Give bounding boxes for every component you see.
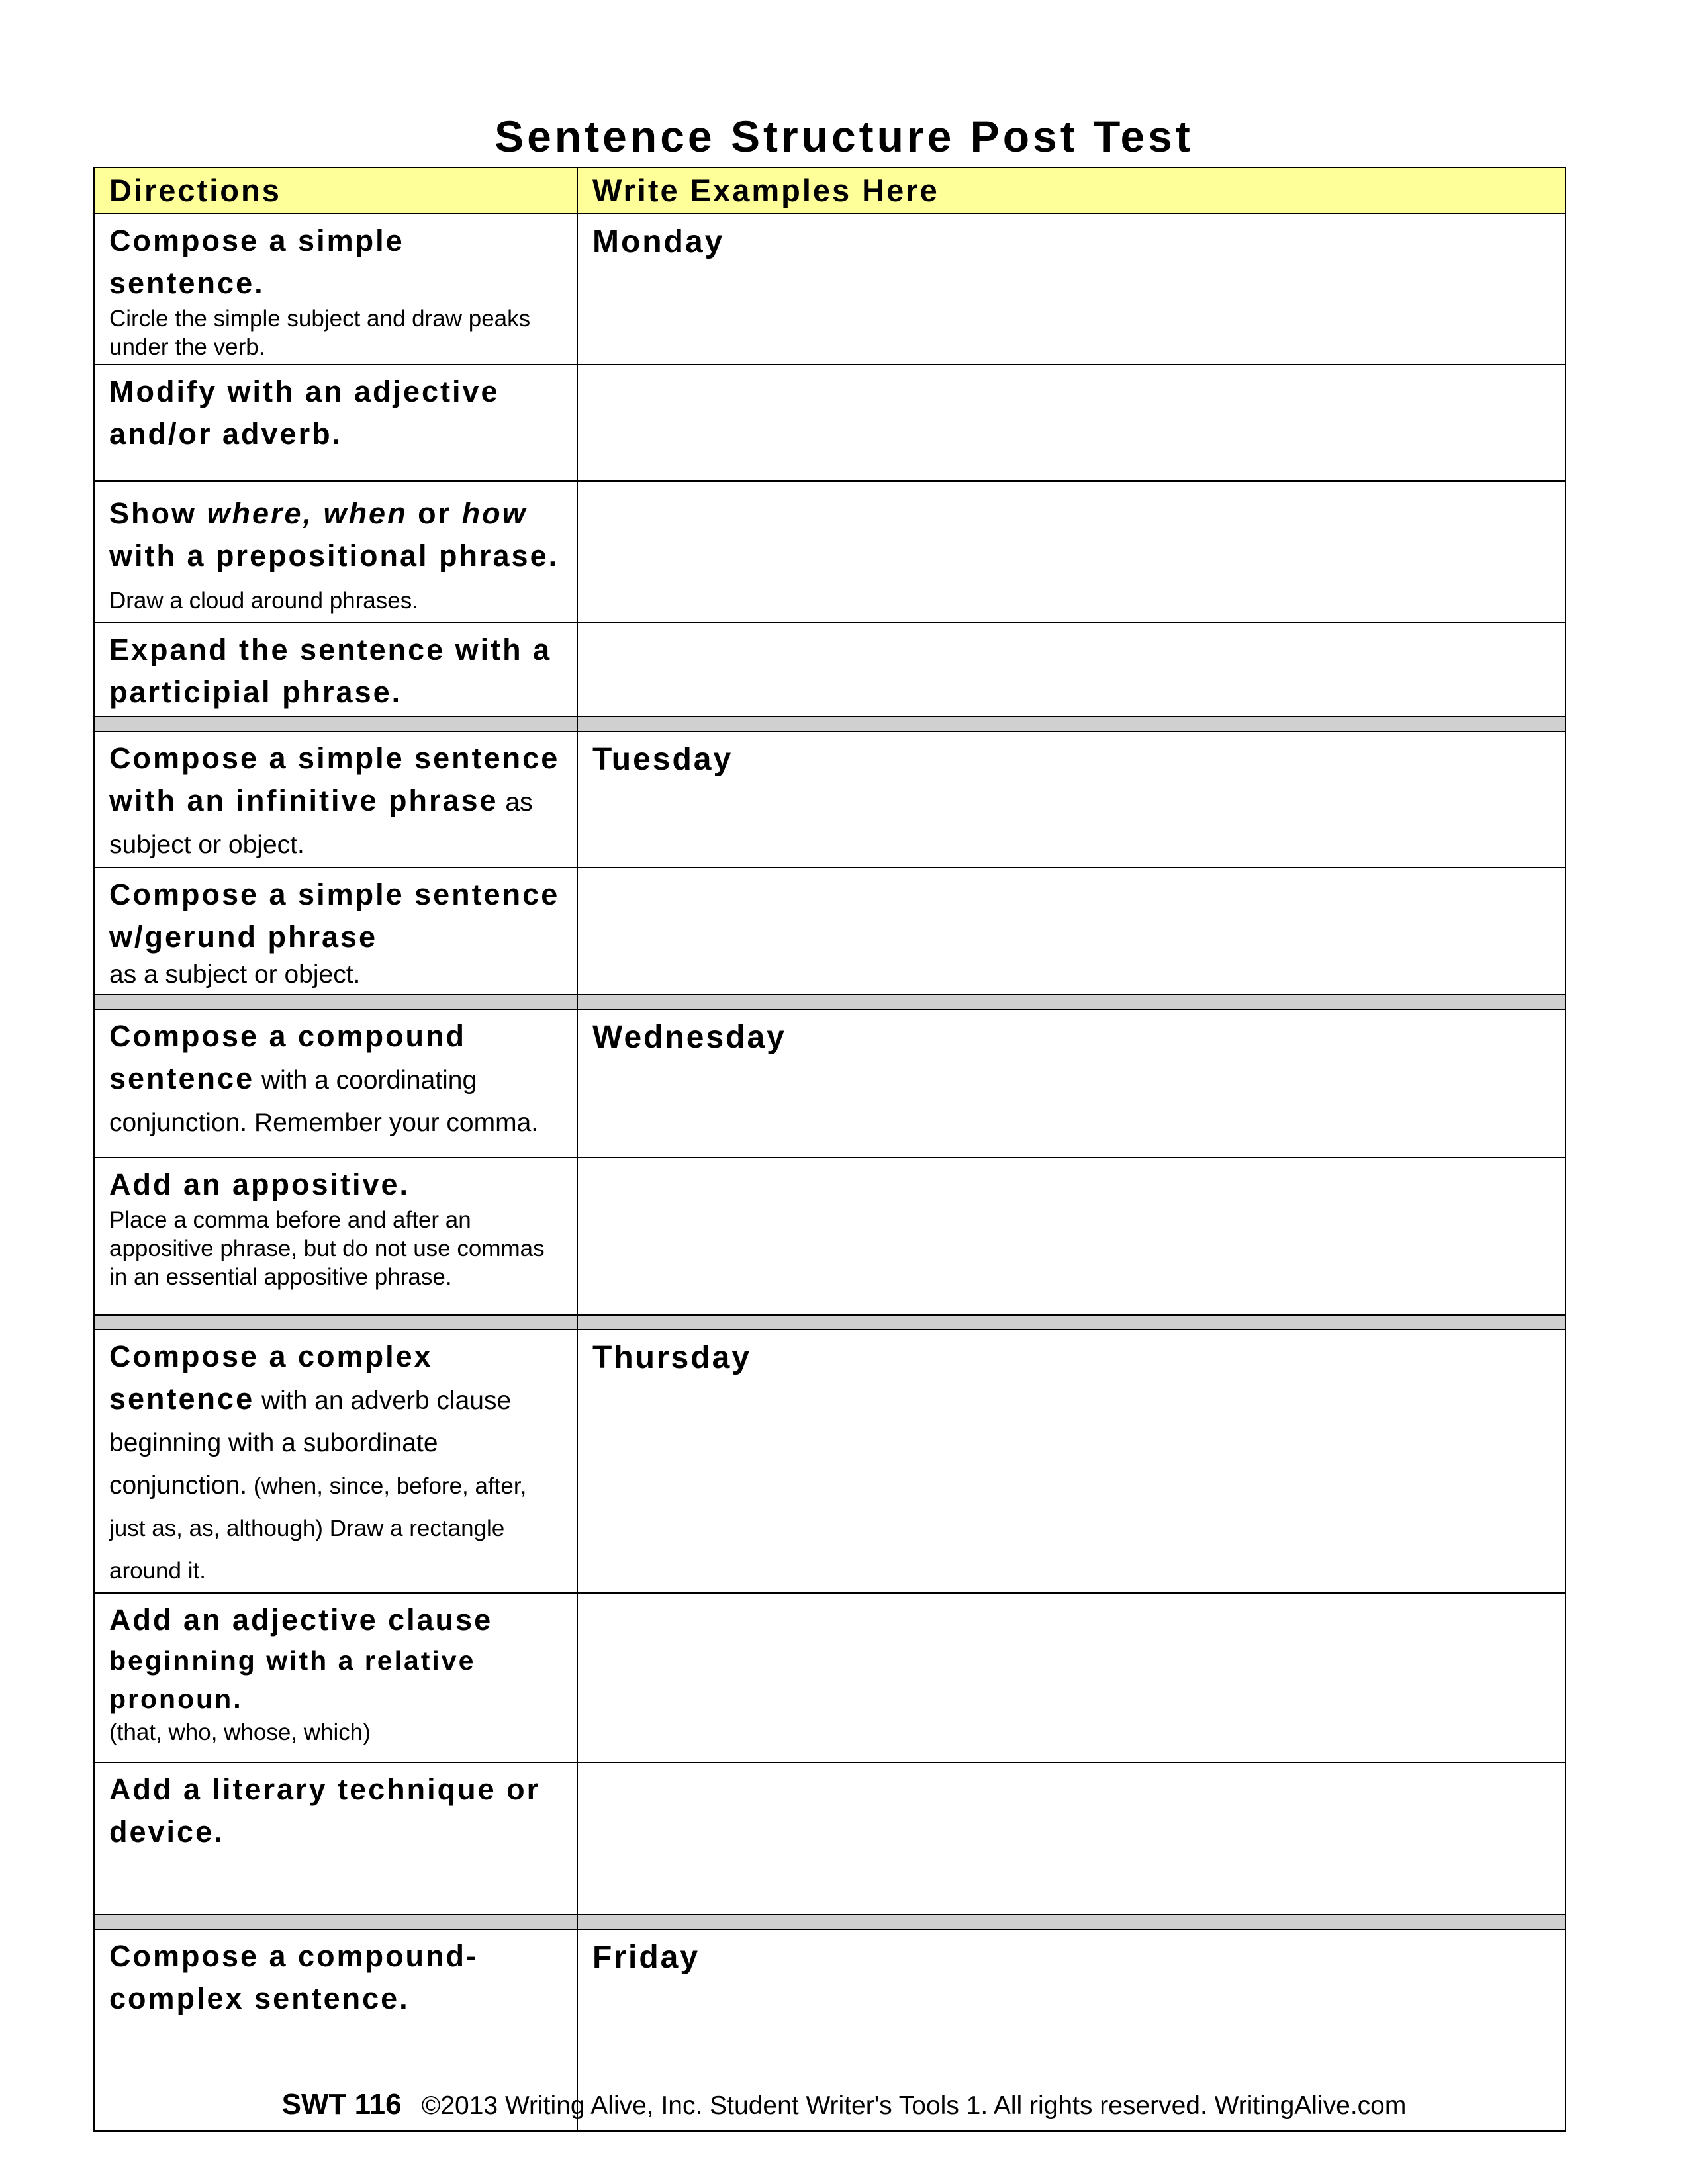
direction-note: (that, who, whose, which) — [109, 1719, 371, 1745]
header-row — [94, 167, 1566, 214]
example-cell[interactable] — [577, 1593, 1566, 1762]
example-cell[interactable] — [577, 214, 1566, 365]
directions-cell — [94, 868, 577, 995]
direction-note: Circle the simple subject and draw peaks under the verb. — [109, 306, 531, 360]
example-cell[interactable] — [577, 365, 1566, 481]
direction-text: Show where, when or how with a prepositional phrase. Draw a cloud around phrases. — [109, 496, 559, 614]
direction-note: as subject or object. — [109, 788, 533, 859]
directions-cell — [94, 1158, 577, 1315]
direction-text: Compose a complex sentence with an adverb clause beginning with a subordinate conjunction. (when, since, before, after, just as, as, although) Draw a rectangle around it. — [109, 1340, 527, 1584]
separator-row — [94, 1315, 1566, 1330]
direction-text: Compose a simple sentence w/gerund phrase — [109, 878, 560, 954]
table-row — [94, 1593, 1566, 1762]
direction-text: Modify with an adjective and/or adverb. — [109, 375, 500, 451]
page-footer — [0, 2088, 1688, 2121]
example-cell[interactable] — [577, 481, 1566, 623]
table-row — [94, 623, 1566, 717]
example-cell[interactable] — [577, 1330, 1566, 1593]
day-label-wednesday: Wednesday — [592, 1020, 786, 1055]
table-row — [94, 365, 1566, 481]
separator-row — [94, 717, 1566, 731]
directions-cell — [94, 1593, 577, 1762]
footer-code: SWT 116 — [281, 2088, 402, 2120]
table-row — [94, 731, 1566, 868]
direction-note: Place a comma before and after an appositive phrase, but do not use commas in an essential appositive phrase. — [109, 1207, 545, 1290]
direction-text: Expand the sentence with a participial phrase. — [109, 633, 552, 709]
day-label-monday: Monday — [592, 224, 725, 259]
example-cell[interactable] — [577, 868, 1566, 995]
directions-cell — [94, 1009, 577, 1158]
table-row — [94, 1762, 1566, 1915]
example-cell[interactable] — [577, 623, 1566, 717]
separator-row — [94, 995, 1566, 1009]
separator-row — [94, 1915, 1566, 1929]
directions-cell — [94, 731, 577, 868]
direction-text: Compose a simple sentence with an infinitive phrase as subject or object. — [109, 741, 560, 859]
direction-note: (when, since, before, after, just as, as, although) Draw a rectangle around it. — [109, 1473, 527, 1584]
test-table — [93, 167, 1566, 2132]
directions-cell — [94, 623, 577, 717]
page-title: Sentence Structure Post Test — [494, 112, 1194, 161]
example-cell[interactable] — [577, 1158, 1566, 1315]
table-row — [94, 214, 1566, 365]
direction-note: Draw a cloud around phrases. — [109, 588, 418, 614]
directions-cell — [94, 1330, 577, 1593]
direction-text: Add an appositive. — [109, 1167, 410, 1201]
table-row — [94, 868, 1566, 995]
table-row — [94, 1330, 1566, 1593]
direction-note: with a coordinating conjunction. Remember your comma. — [109, 1066, 539, 1137]
example-cell[interactable] — [577, 731, 1566, 868]
directions-header: Directions — [94, 167, 577, 214]
directions-cell — [94, 365, 577, 481]
direction-note: with an adverb clause beginning with a subordinate conjunction. — [109, 1387, 512, 1500]
direction-text: beginning with a relative pronoun. — [109, 1645, 476, 1714]
table-row — [94, 1009, 1566, 1158]
direction-text: Compose a compound sentence with a coordinating conjunction. Remember your comma. — [109, 1019, 539, 1137]
direction-text: Add a literary technique or device. — [109, 1772, 541, 1848]
day-label-friday: Friday — [592, 1940, 700, 1975]
day-label-thursday: Thursday — [592, 1340, 752, 1375]
direction-text: Compose a simple sentence. — [109, 224, 404, 300]
directions-cell — [94, 481, 577, 623]
table-row — [94, 1158, 1566, 1315]
examples-header: Write Examples Here — [577, 167, 1566, 214]
direction-text: Add an adjective clause — [109, 1603, 493, 1637]
example-cell[interactable] — [577, 1762, 1566, 1915]
footer-copyright: ©2013 Writing Alive, Inc. Student Writer's Tools 1. All rights reserved. WritingAlive.com — [421, 2091, 1407, 2120]
table-row — [94, 481, 1566, 623]
directions-cell — [94, 214, 577, 365]
direction-text: Compose a compound-complex sentence. — [109, 1939, 479, 2015]
direction-note: as a subject or object. — [109, 960, 361, 989]
example-cell[interactable] — [577, 1009, 1566, 1158]
day-label-tuesday: Tuesday — [592, 742, 733, 777]
directions-cell — [94, 1762, 577, 1915]
